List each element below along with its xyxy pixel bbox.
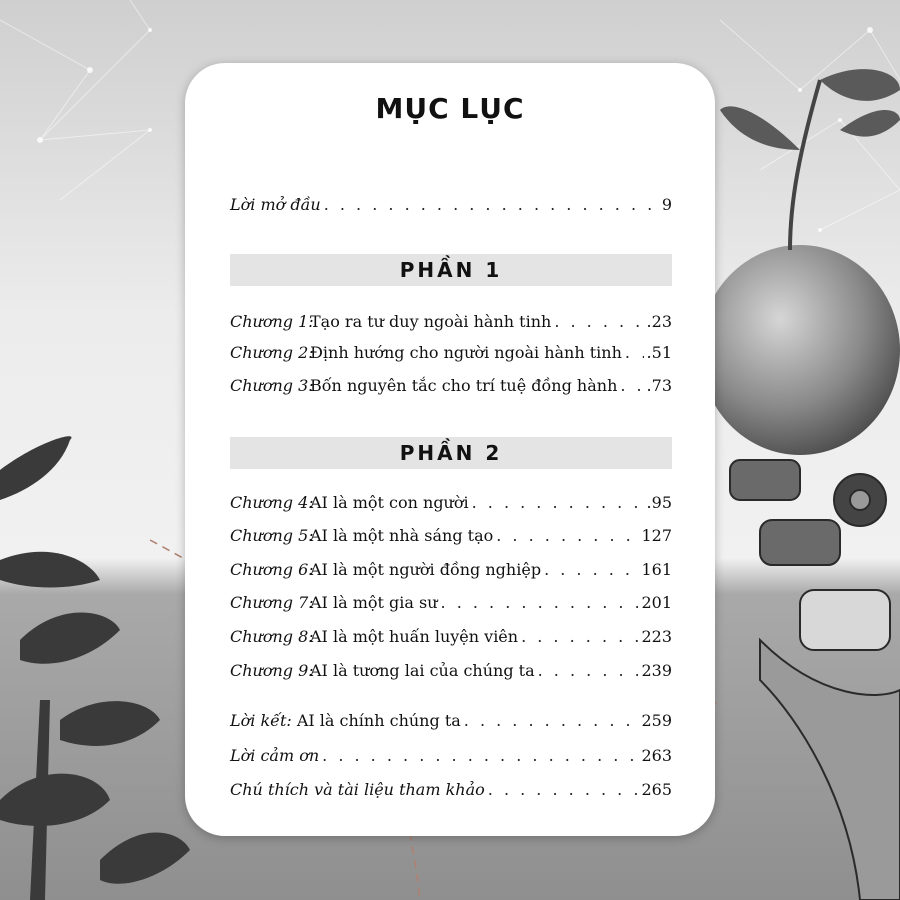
dot-leader (521, 627, 638, 646)
chapter-label: Chương 1: (230, 312, 314, 331)
dot-leader (496, 526, 638, 545)
toc-content (185, 0, 715, 900)
toc-entry-chapter (230, 312, 672, 336)
toc-entry-chapter (230, 526, 672, 550)
dot-leader (538, 661, 639, 680)
toc-entry-chapter (230, 560, 672, 584)
toc-page-number: 263 (641, 746, 672, 765)
apple-illustration (700, 245, 900, 455)
chapter-label: Chương 4: (230, 493, 314, 512)
dot-leader (322, 746, 638, 765)
chapter-label: Chương 5: (230, 526, 314, 545)
toc-page-number: 9 (661, 195, 672, 214)
dot-leader (554, 312, 643, 331)
dot-leader (441, 593, 639, 612)
chapter-label: Chương 9: (230, 661, 314, 680)
chapter-title: Định hướng cho người ngoài hành tinh (310, 343, 622, 362)
toc-entry-chapter (230, 493, 672, 517)
toc-entry-epilogue (230, 711, 672, 735)
chapter-title: AI là một nhà sáng tạo (310, 526, 494, 545)
chapter-title: AI là một gia sư (310, 593, 438, 612)
toc-entry-chapter (230, 593, 672, 617)
toc-entry-label: Lời cảm ơn (230, 746, 320, 765)
chapter-title: Tạo ra tư duy ngoài hành tinh (310, 312, 552, 331)
toc-entry-chapter (230, 627, 672, 651)
chapter-label: Chương 3: (230, 376, 314, 395)
toc-page-number: .51 (646, 343, 672, 362)
chapter-label: Chương 7: (230, 593, 314, 612)
toc-entry-intro (230, 195, 672, 219)
toc-entry-label: Chú thích và tài liệu tham khảo (230, 780, 485, 799)
chapter-label: Chương 6: (230, 560, 314, 579)
toc-page-number: 265 (641, 780, 672, 799)
toc-title: MỤC LỤC (375, 92, 525, 125)
chapter-title: AI là một huấn luyện viên (310, 627, 519, 646)
part-heading-2: PHẦN 2 (230, 437, 672, 469)
chapter-label: Chương 8: (230, 627, 314, 646)
toc-page-number: 239 (641, 661, 672, 680)
toc-page-number: .95 (646, 493, 672, 512)
dot-leader (324, 195, 659, 214)
toc-entry-chapter (230, 376, 672, 400)
toc-entry-chapter (230, 661, 672, 685)
toc-page-number: 127 (641, 526, 672, 545)
dot-leader (625, 343, 644, 362)
dot-leader (472, 493, 644, 512)
part-heading-1: PHẦN 1 (230, 254, 672, 286)
toc-page-number: .73 (646, 376, 672, 395)
dot-leader (488, 780, 639, 799)
toc-entry-label: Lời mở đầu (230, 195, 321, 214)
toc-page-number: 161 (641, 560, 672, 579)
chapter-title: AI là một con người (310, 493, 469, 512)
chapter-title: AI là một người đồng nghiệp (310, 560, 542, 579)
toc-entry-chapter (230, 343, 672, 367)
toc-page-number: 223 (641, 627, 672, 646)
toc-entry-title: AI là chính chúng ta (296, 711, 461, 730)
toc-entry-label: Lời kết: (230, 711, 292, 730)
dot-leader (620, 376, 643, 395)
toc-entry-acknowledgements (230, 746, 672, 770)
dot-leader (464, 711, 639, 730)
chapter-title: AI là tương lai của chúng ta (310, 661, 535, 680)
toc-page-number: 259 (641, 711, 672, 730)
toc-page-number: 201 (641, 593, 672, 612)
chapter-title: Bốn nguyên tắc cho trí tuệ đồng hành (310, 376, 618, 395)
toc-page-number: .23 (646, 312, 672, 331)
chapter-label: Chương 2: (230, 343, 314, 362)
toc-entry-notes (230, 780, 672, 804)
dot-leader (544, 560, 638, 579)
